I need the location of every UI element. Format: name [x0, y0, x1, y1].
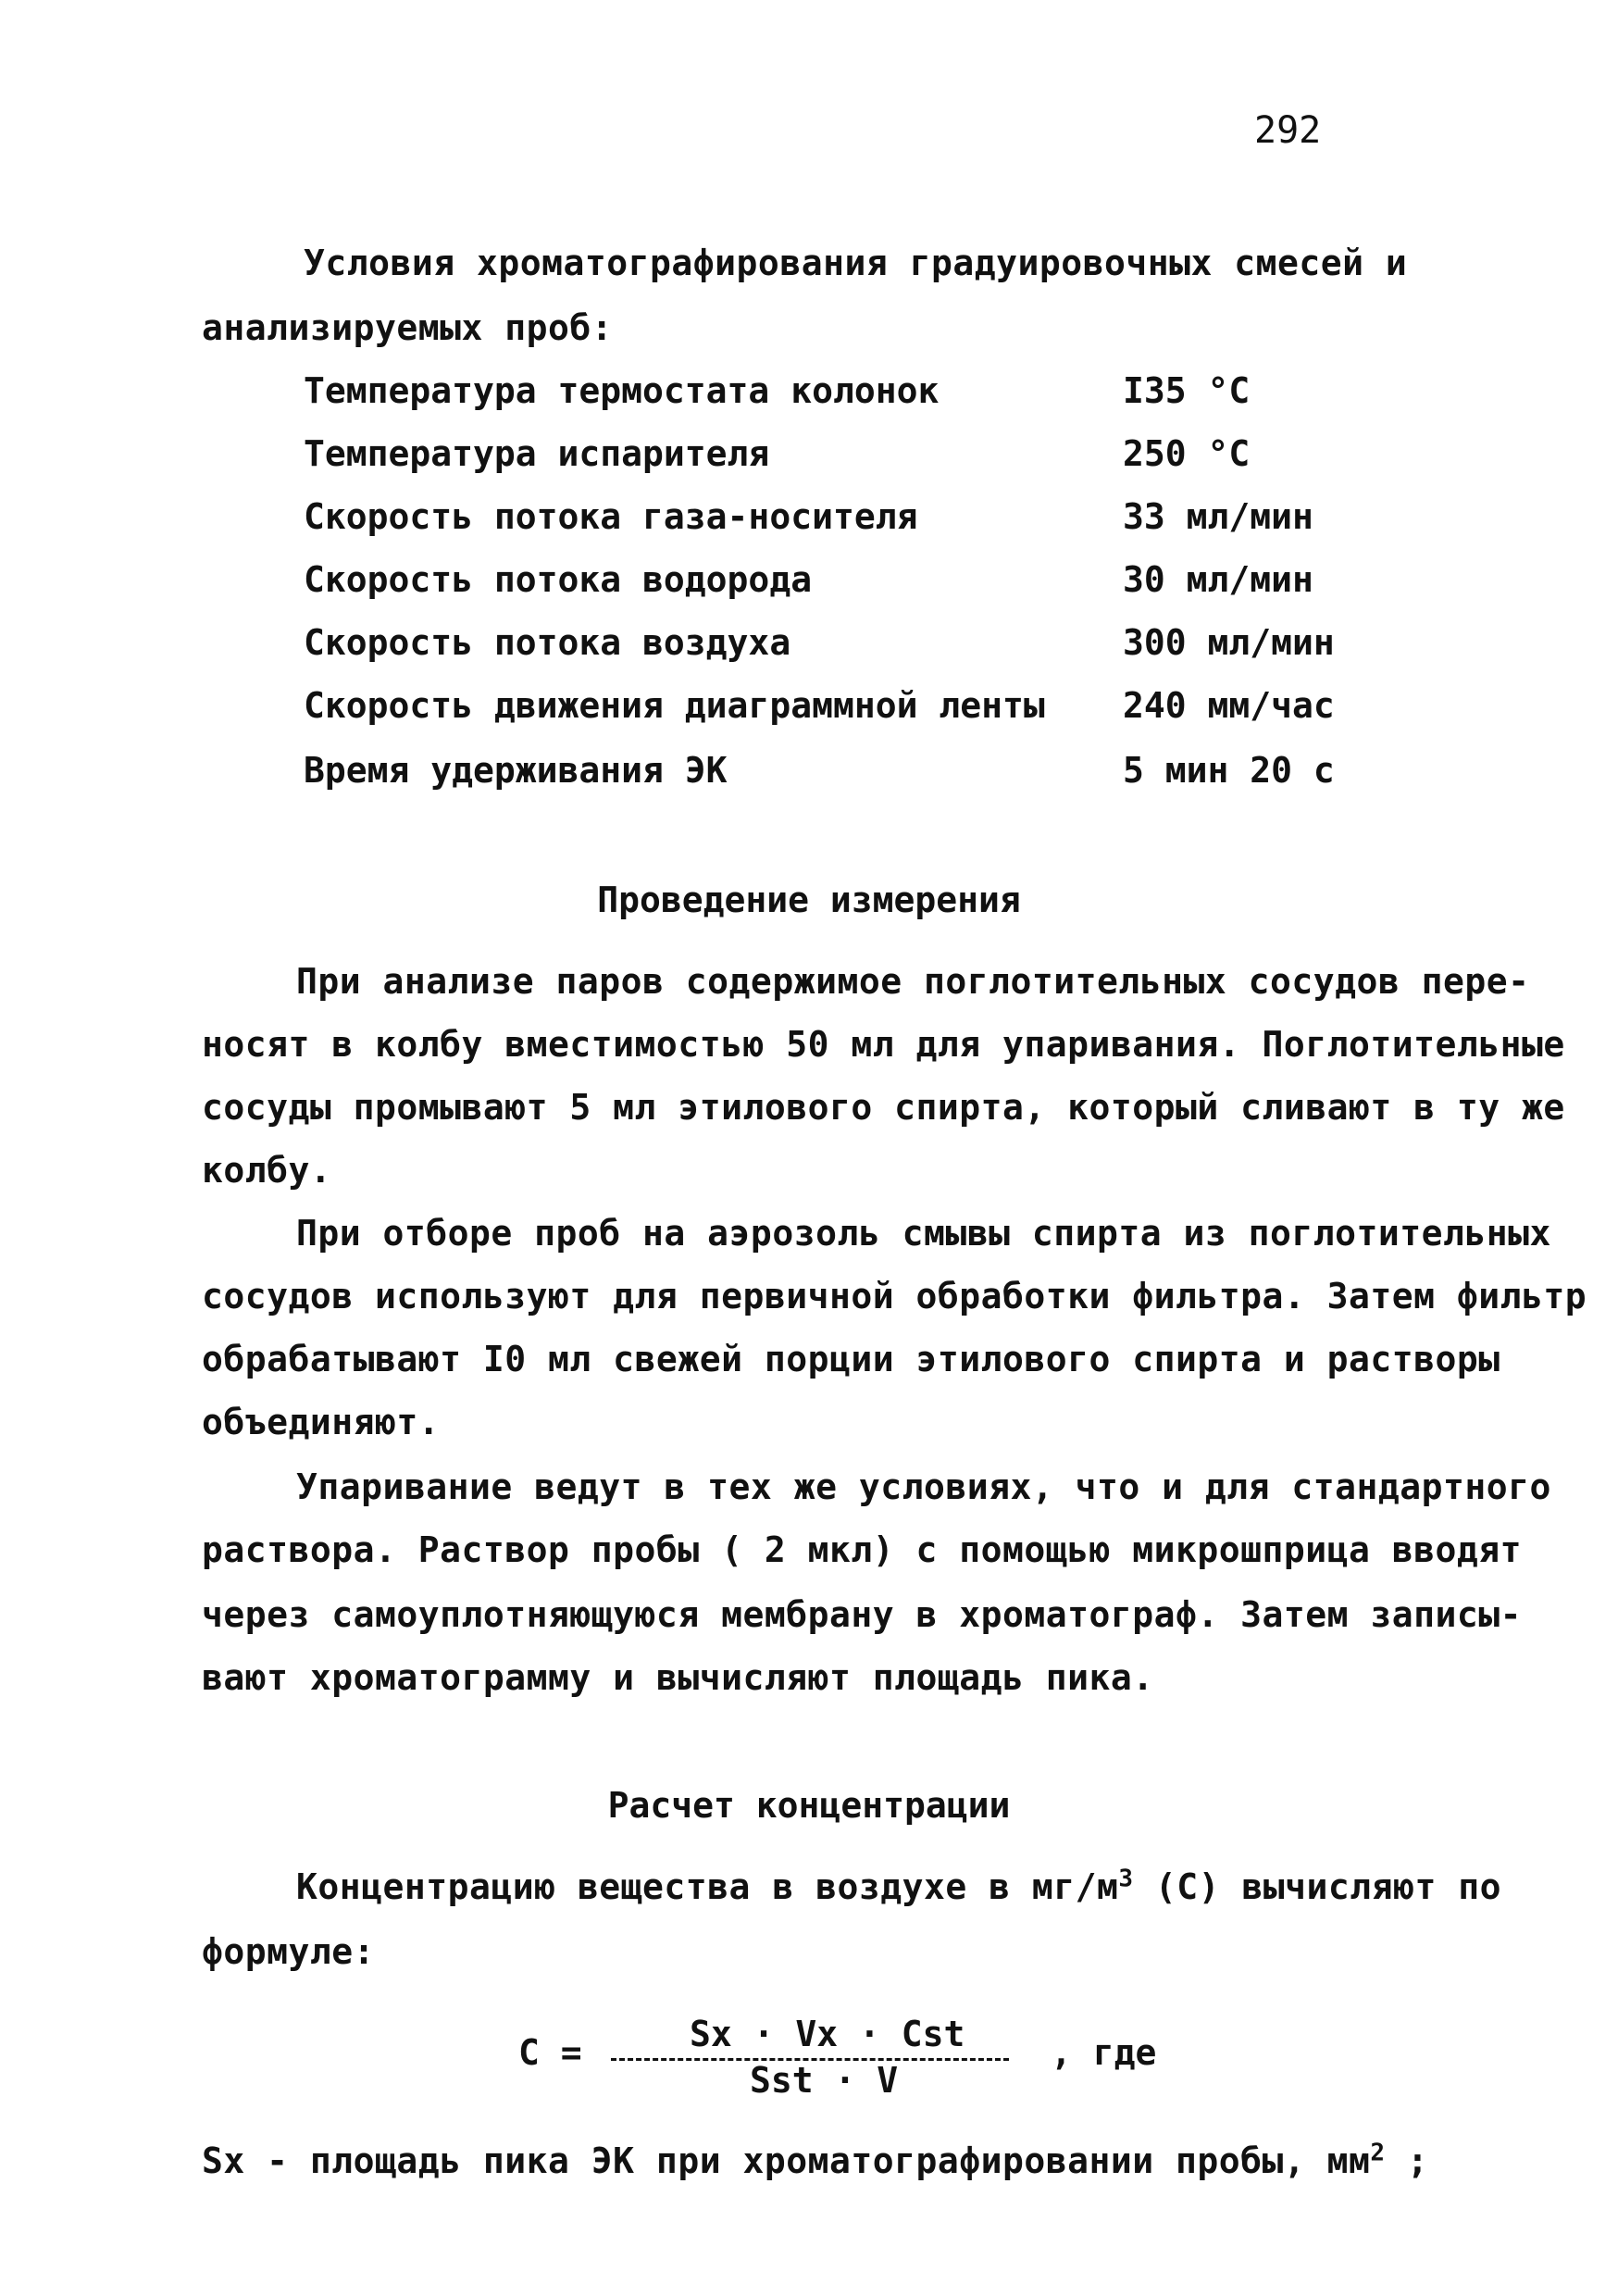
- parameter-value: I35 °С: [1123, 370, 1251, 411]
- parameter-row: [304, 750, 1335, 798]
- paragraph-line: сосуды промывают 5 мл этилового спирта, который сливают в ту же: [202, 1087, 1565, 1128]
- calc-intro-line-2: формуле:: [202, 1931, 376, 1972]
- paragraph-line: объединяют.: [202, 1402, 441, 1442]
- parameter-row: [304, 370, 1322, 418]
- section-heading-calculation: Расчет концентрации: [607, 1785, 1011, 1826]
- formula-numerator: Sx · Vx · Cst: [690, 2014, 965, 2054]
- formula-lhs: С =: [518, 2032, 582, 2073]
- formula-denominator: Sst · V: [750, 2060, 899, 2101]
- parameter-name: Время удерживания ЭК: [304, 750, 728, 791]
- formula-tail: , где: [1051, 2032, 1157, 2073]
- calc-intro-text: Концентрацию вещества в воздухе в мг/м: [296, 1866, 1119, 1907]
- definition-line: [202, 2140, 1428, 2181]
- parameter-name: Температура испарителя: [304, 433, 770, 474]
- paragraph-line: При отборе проб на аэрозоль смывы спирта из поглотительных: [296, 1213, 1551, 1254]
- paragraph-line: вают хроматограмму и вычисляют площадь пика.: [202, 1657, 1154, 1698]
- paragraph-line: сосудов используют для первичной обработки фильтра. Затем фильтр: [202, 1276, 1587, 1316]
- parameter-name: Скорость движения диаграммной ленты: [304, 685, 1045, 726]
- superscript: 3: [1118, 1865, 1134, 1893]
- parameter-value: 300 мл/мин: [1123, 622, 1335, 663]
- intro-line-2: анализируемых проб:: [202, 307, 614, 348]
- calc-intro-line-1: [296, 1866, 1501, 1907]
- intro-line-1: Условия хроматографирования градуировочных смесей и: [304, 243, 1408, 283]
- parameter-row: [304, 622, 1335, 670]
- page-number: 292: [1254, 109, 1322, 152]
- paragraph-line: При анализе паров содержимое поглотительных сосудов пере-: [296, 961, 1530, 1002]
- superscript: 2: [1370, 2139, 1386, 2167]
- parameter-name: Скорость потока водорода: [304, 559, 813, 600]
- parameter-value: 250 °С: [1123, 433, 1251, 474]
- parameter-name: Скорость потока газа-носителя: [304, 496, 918, 537]
- definition-text: Sx - площадь пика ЭК при хроматографировании пробы, мм: [202, 2140, 1371, 2181]
- parameter-value: 33 мл/мин: [1123, 496, 1313, 537]
- parameter-row: [304, 685, 1335, 733]
- parameter-value: 5 мин 20 с: [1123, 750, 1335, 791]
- paragraph-line: носят в колбу вместимостью 50 мл для упаривания. Поглотительные: [202, 1024, 1565, 1065]
- parameter-row: [304, 496, 1322, 544]
- definition-text: ;: [1385, 2140, 1429, 2181]
- parameter-row: [304, 559, 1322, 607]
- concentration-formula: [518, 2014, 1185, 2106]
- paragraph-line: колбу.: [202, 1150, 332, 1191]
- paragraph-line: обрабатывают I0 мл свежей порции этилового спирта и растворы: [202, 1339, 1500, 1379]
- parameter-name: Скорость потока воздуха: [304, 622, 791, 663]
- parameter-value: 30 мл/мин: [1123, 559, 1313, 600]
- paragraph-line: раствора. Раствор пробы ( 2 мкл) с помощью микрошприца вводят: [202, 1529, 1523, 1570]
- paragraph-line: через самоуплотняющуюся мембрану в хроматограф. Затем записы-: [202, 1594, 1523, 1635]
- calc-intro-text: (С) вычисляют по: [1133, 1866, 1501, 1907]
- parameter-row: [304, 433, 1322, 481]
- parameter-value: 240 мм/час: [1123, 685, 1335, 726]
- section-heading-measurement: Проведение измерения: [597, 880, 1021, 920]
- parameter-name: Температура термостата колонок: [304, 370, 940, 411]
- paragraph-line: Упаривание ведут в тех же условиях, что и для стандартного: [296, 1466, 1551, 1507]
